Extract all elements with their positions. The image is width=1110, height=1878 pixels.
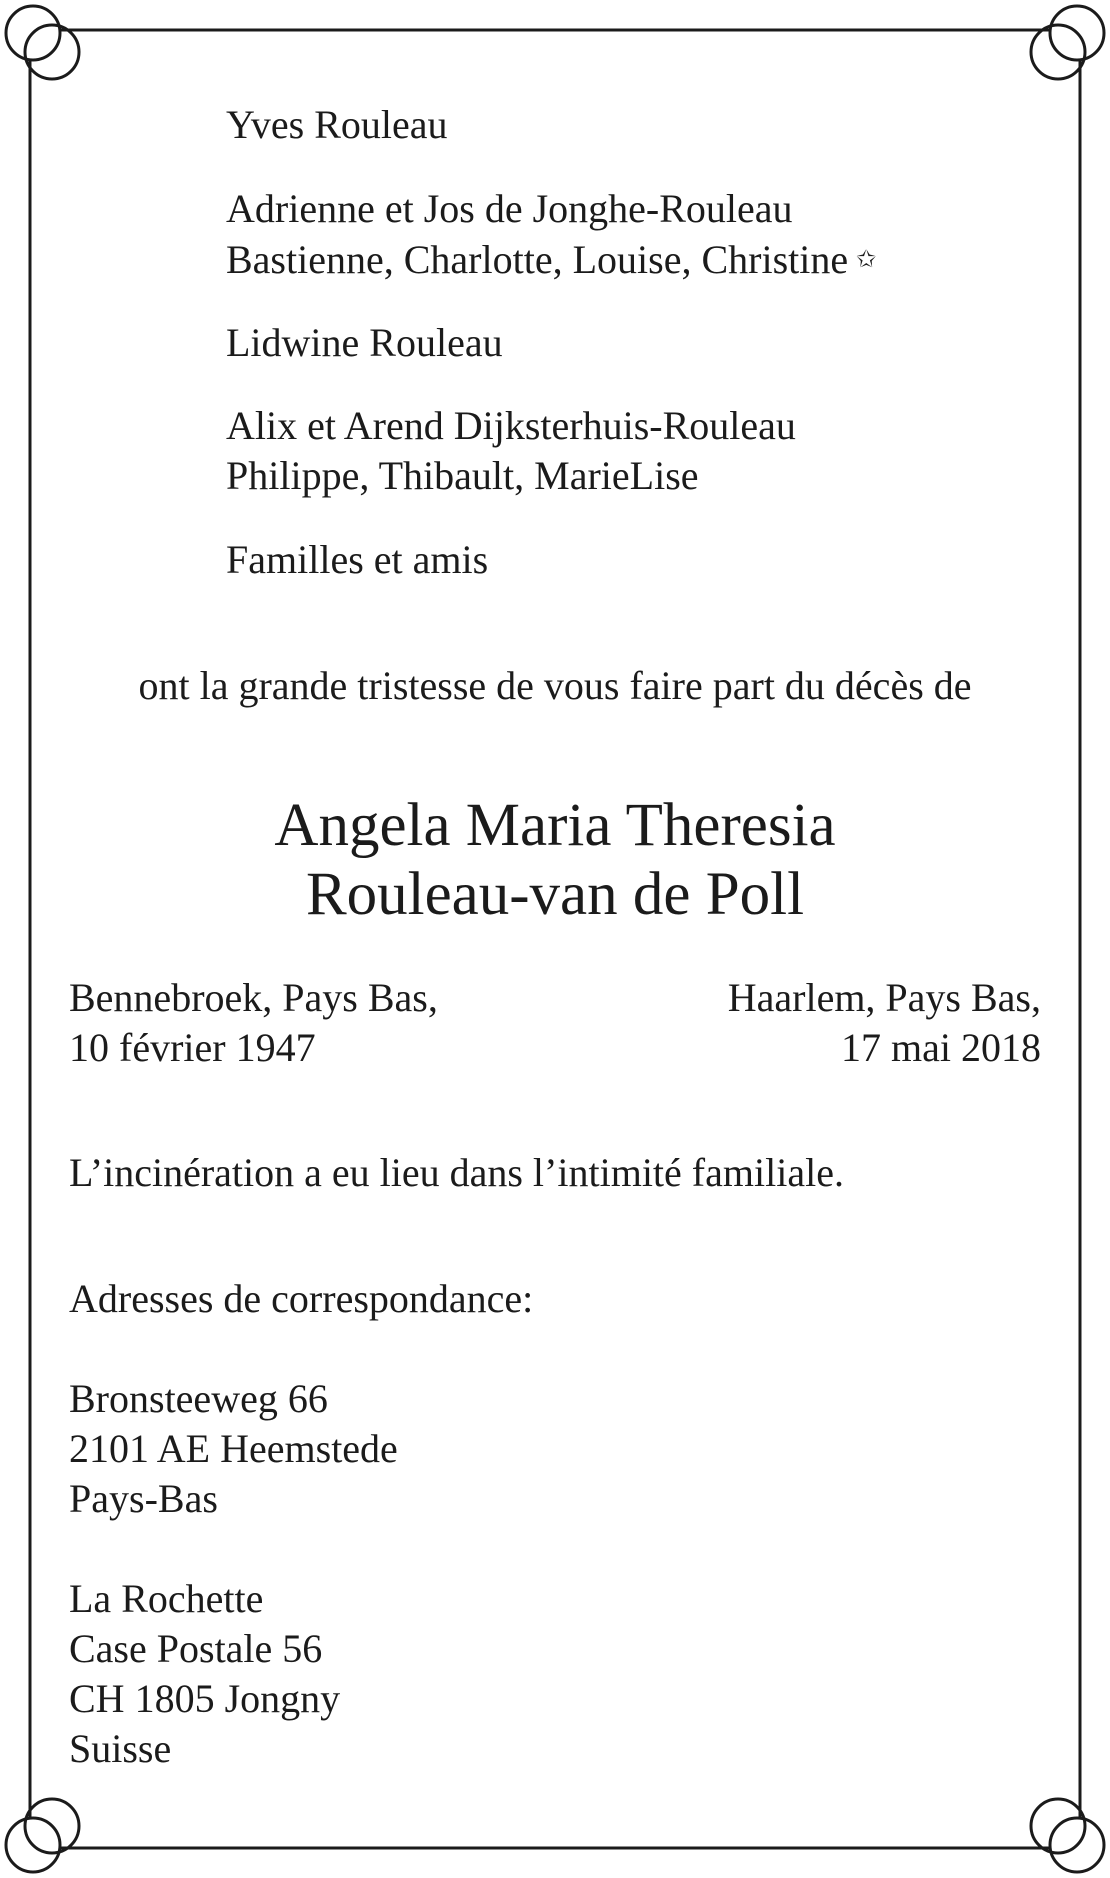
corner-rings-bottom-right: [1031, 1799, 1104, 1872]
address-2-line-4: Suisse: [69, 1726, 172, 1771]
family-line-friends: Familles et amis: [226, 537, 489, 582]
corner-rings-top-left: [6, 6, 79, 79]
birth-place: Bennebroek, Pays Bas,: [69, 975, 438, 1020]
address-2-line-1: La Rochette: [69, 1576, 264, 1621]
correspondence-heading: Adresses de correspondance:: [69, 1276, 534, 1321]
family-line-alix: Alix et Arend Dijksterhuis-Rouleau: [226, 403, 796, 448]
address-1-line-3: Pays-Bas: [69, 1476, 218, 1521]
death-date: 17 mai 2018: [841, 1025, 1041, 1070]
family-line-yves: Yves Rouleau: [226, 102, 448, 147]
corner-rings-top-right: [1031, 6, 1104, 79]
deceased-name-line-2: Rouleau-van de Poll: [305, 861, 805, 928]
death-place: Haarlem, Pays Bas,: [727, 975, 1041, 1020]
family-line-adrienne: Adrienne et Jos de Jonghe-Rouleau: [226, 186, 793, 231]
address-1-line-1: Bronsteeweg 66: [69, 1376, 328, 1421]
cremation-note: L’incinération a eu lieu dans l’intimité familiale.: [69, 1150, 844, 1195]
address-2-line-2: Case Postale 56: [69, 1626, 323, 1671]
address-2-line-3: CH 1805 Jongny: [69, 1676, 341, 1721]
family-line-children-2: Philippe, Thibault, MarieLise: [226, 453, 699, 498]
children-names: Bastienne, Charlotte, Louise, Christine: [226, 237, 849, 282]
birth-date: 10 février 1947: [69, 1025, 316, 1070]
deceased-name-line-1: Angela Maria Theresia: [274, 792, 836, 859]
family-line-children-1: [226, 234, 876, 285]
corner-rings-bottom-left: [6, 1799, 79, 1872]
star-icon: ✩: [856, 245, 877, 273]
address-1-line-2: 2101 AE Heemstede: [69, 1426, 398, 1471]
family-line-lidwine: Lidwine Rouleau: [226, 320, 503, 365]
announcement-text: ont la grande tristesse de vous faire part du décès de: [138, 663, 972, 708]
